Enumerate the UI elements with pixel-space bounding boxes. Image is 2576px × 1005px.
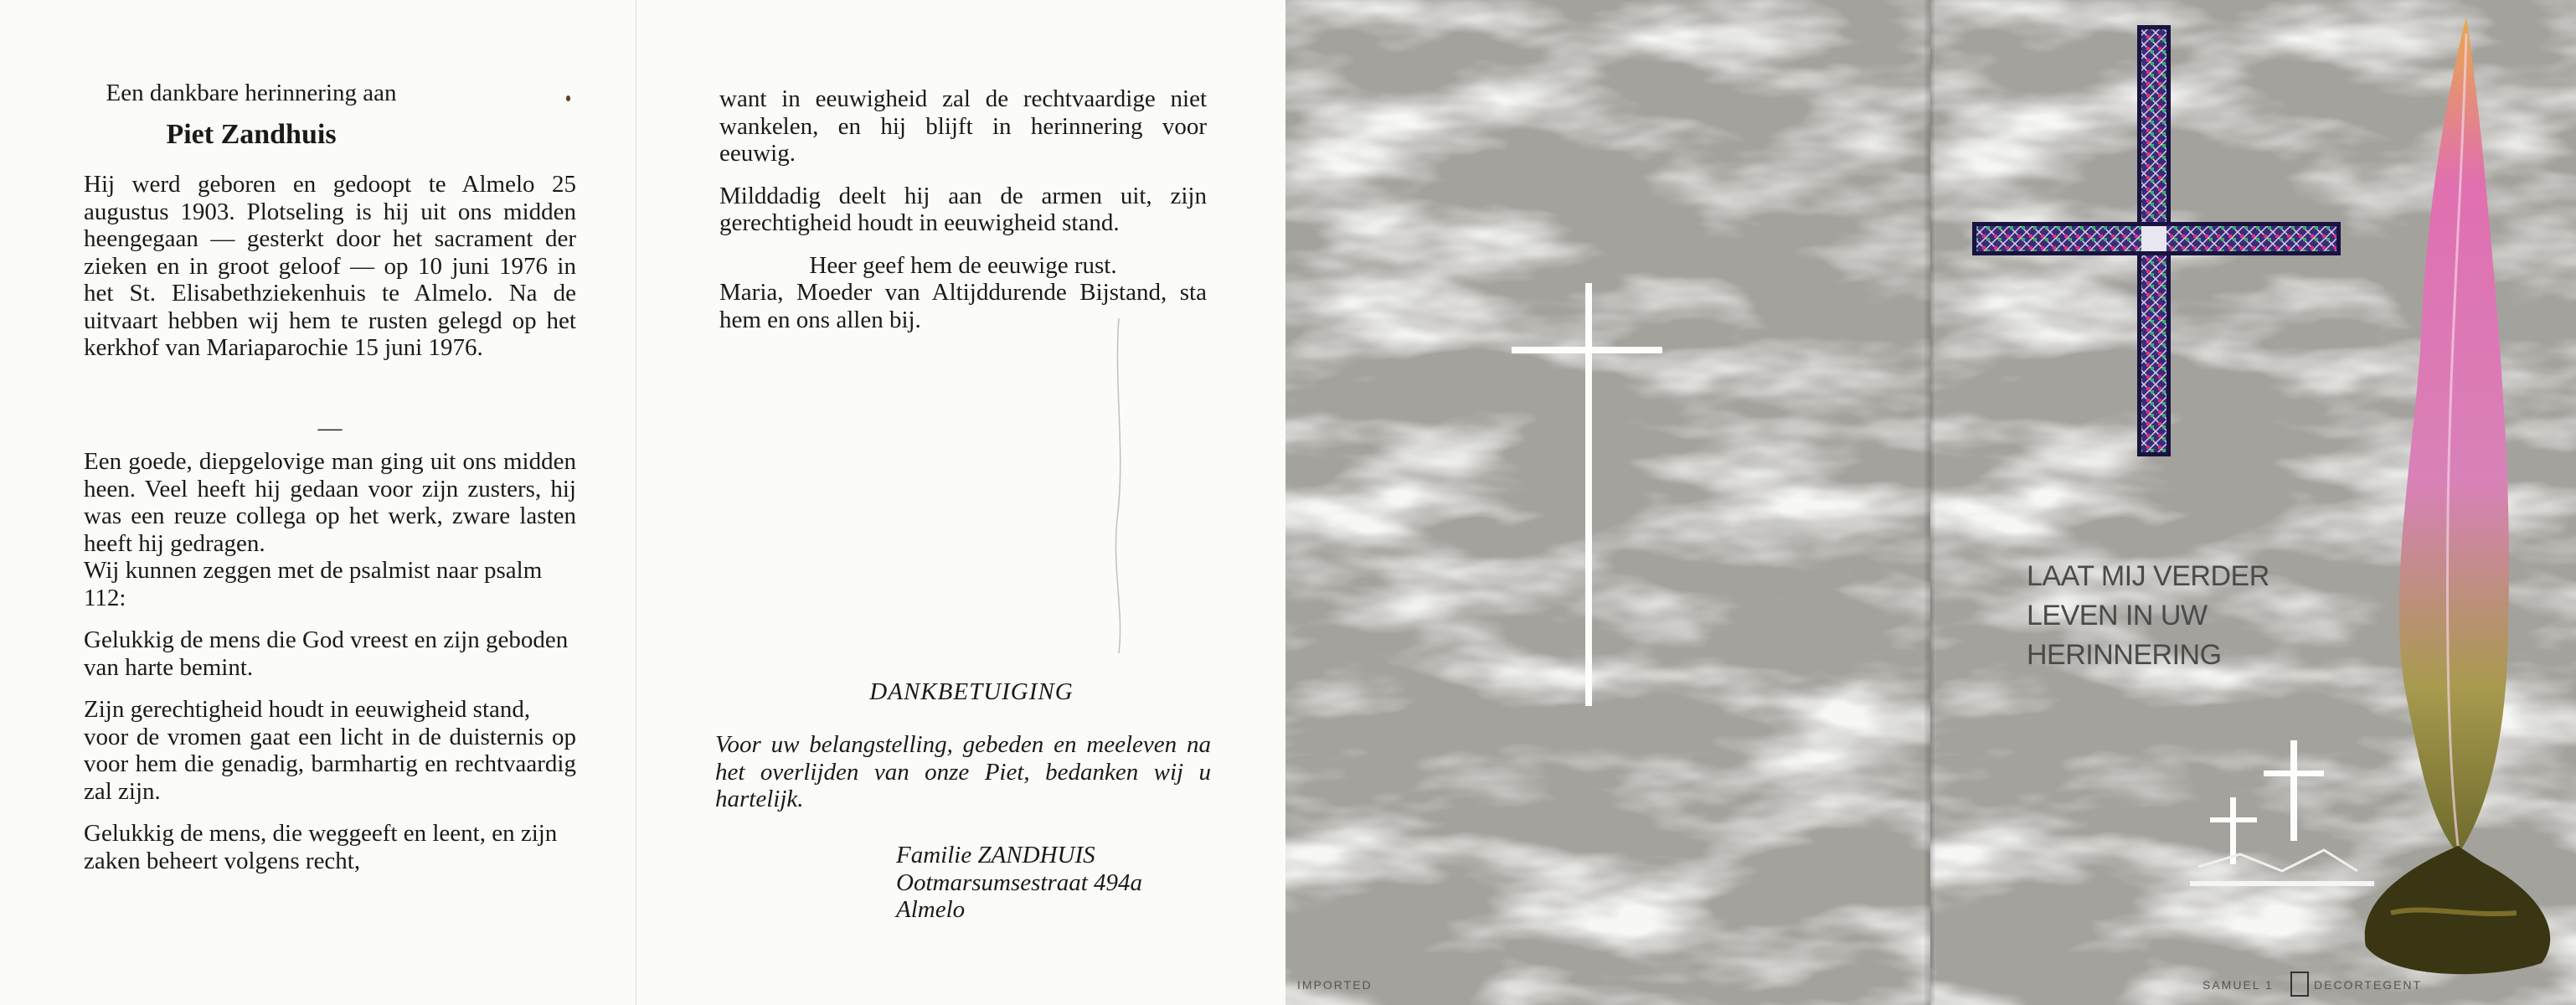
text-panel-left — [0, 0, 636, 1005]
imprint-imported: IMPORTED — [1297, 978, 1373, 992]
signature-family: Familie ZANDHUIS — [896, 842, 1095, 868]
psalm-verse-4: want in eeuwigheid zal de rechtvaardige niet wankelen, en hij blijft in herinnering voor eeuwig. — [719, 85, 1207, 167]
psalm-verse-2a: Zijn gerechtigheid houdt in eeuwigheid stand, — [84, 696, 531, 723]
psalm-verse-3: Gelukkig de mens, die weggeeft en leent, en zijn zaken beheert volgens recht, — [84, 820, 558, 874]
ink-spot — [566, 95, 570, 101]
publisher-logo-icon — [2290, 972, 2309, 997]
signature — [896, 842, 1214, 924]
cover-back — [1285, 0, 1930, 1005]
signature-city: Almelo — [896, 896, 966, 923]
psalm-continuation — [719, 85, 1207, 333]
paper-crease — [1112, 318, 1129, 653]
thanks-body: Voor uw belangstelling, gebeden en meeleven na het overlijden van onze Piet, bedanken wij u hartelijk. — [715, 731, 1211, 812]
tribute-text: Een goede, diepgelovige man ging uit ons midden heen. Veel heeft hij gedaan voor zijn zusters, hij was een reuze collega op het werk, zware lasten heeft hij gedragen. — [84, 448, 576, 557]
cover-verse — [2027, 557, 2269, 675]
verse-line-3: HERINNERING — [2027, 639, 2222, 671]
deceased-name: Piet Zandhuis — [166, 119, 337, 150]
verse-line-2: LEVEN IN UW — [2027, 600, 2208, 631]
psalm-verse-2b: voor de vromen gaat een licht in de duisternis op voor hem die genadig, barmhartig en rechtvaardig zal zijn. — [84, 723, 576, 805]
imprint-publisher: DECORTEGENT — [2314, 978, 2423, 992]
prayer-rest: Heer geef hem de eeuwige rust. — [809, 251, 1117, 279]
thanks-title: DANKBETUIGING — [869, 678, 1074, 705]
psalm-verse-5: Milddadig deelt hij aan de armen uit, zijn gerechtigheid houdt in eeuwigheid stand. — [719, 182, 1207, 236]
psalm-verse-1: Gelukkig de mens die God vreest en zijn geboden van harte bemint. — [84, 626, 569, 681]
verse-line-1: LAAT MIJ VERDER — [2027, 560, 2269, 592]
white-cross-icon — [1512, 276, 1671, 712]
biography: Hij werd geboren en gedoopt te Almelo 25 augustus 1903. Plotseling is hij uit ons midden heengegaan — gesterkt door het sacrament der zieken en in groot geloof — op 10 juni 1976 in het St. Elisabethziekenhuis te Almelo. Na de uitvaart hebben wij hem te rusten gelegd op het kerkhof van Mariaparochie 15 juni 1976. — [84, 171, 576, 361]
separator-dash: — — [317, 415, 343, 441]
cover-front — [1930, 0, 2576, 1005]
imprint-series: SAMUEL 1 — [2202, 978, 2274, 992]
fold-line — [1924, 0, 1936, 1005]
psalm-intro: Wij kunnen zeggen met de psalmist naar psalm 112: — [84, 557, 543, 611]
signature-street: Ootmarsumsestraat 494a — [896, 868, 1143, 896]
stained-glass-cross-icon — [1968, 21, 2345, 465]
small-crosses-icon — [2190, 737, 2383, 904]
prayer-maria: Maria, Moeder van Altijddurende Bijstand, sta hem en ons allen bij. — [719, 279, 1207, 333]
intro-line: Een dankbare herinnering aan — [106, 80, 397, 106]
tribute-paragraph — [84, 448, 576, 874]
text-panel-middle — [636, 0, 1285, 1005]
